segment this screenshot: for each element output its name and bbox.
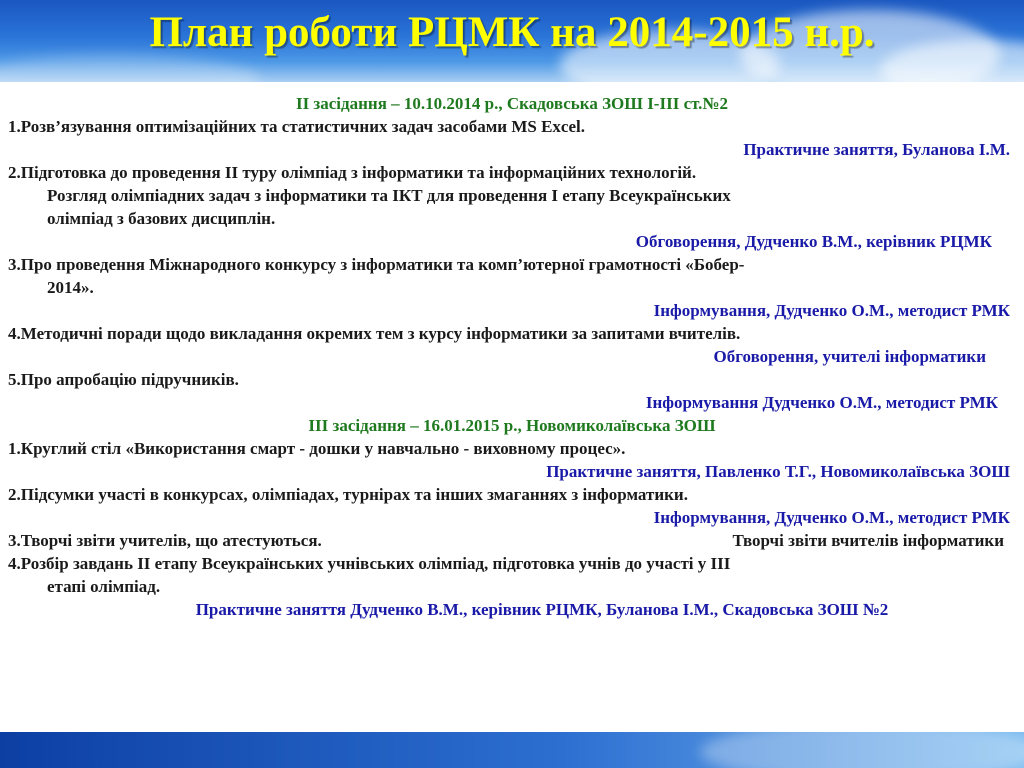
list-item-continuation: 2014».: [47, 278, 94, 297]
header-banner: [0, 0, 1024, 82]
speaker-line: Інформування, Дудченко О.М., методист РМК: [653, 508, 1010, 527]
list-item-text: 3.Творчі звіти учителів, що атестуються.: [8, 531, 322, 550]
list-item: 2.Підготовка до проведення ІІ туру олімпіад з інформатики та інформаційних технологій.: [8, 163, 697, 182]
speaker-line: Практичне заняття Дудченко В.М., керівник РЦМК, Буланова І.М., Скадовська ЗОШ №2: [195, 600, 889, 619]
session-heading: ІІІ засідання – 16.01.2015 р., Новомиколаївська ЗОШ: [308, 416, 716, 435]
session-heading: ІІ засідання – 10.10.2014 р., Скадовська ЗОШ І-ІІІ ст.№2: [295, 94, 729, 113]
list-item-continuation: Розгляд олімпіадних задач з інформатики та ІКТ для проведення І етапу Всеукраїнських: [47, 186, 731, 205]
speaker-line: Обговорення, Дудченко В.М., керівник РЦМК: [635, 232, 992, 251]
speaker-line: Обговорення, учителі інформатики: [713, 347, 986, 366]
list-item: 1.Розв’язування оптимізаційних та статистичних задач засобами MS Excel.: [8, 117, 585, 136]
list-item: 3.Про проведення Міжнародного конкурсу з інформатики та комп’ютерної грамотності «Бобер-: [8, 255, 745, 274]
list-item: 4.Розбір завдань ІІ етапу Всеукраїнських учнівських олімпіад, підготовка учнів до участі у ІІІ: [8, 554, 731, 573]
list-item-continuation: олімпіад з базових дисциплін.: [47, 209, 276, 228]
footer-banner: [0, 732, 1024, 768]
list-item: 2.Підсумки участі в конкурсах, олімпіадах, турнірах та інших змаганнях з інформатики.: [8, 485, 688, 504]
page-title: План роботи РЦМК на 2014-2015 н.р.: [149, 9, 875, 56]
list-item: 1.Круглий стіл «Використання смарт - дошки у навчально - виховному процес».: [8, 439, 626, 458]
list-item-continuation: етапі олімпіад.: [47, 577, 161, 596]
list-item: [0, 529, 1024, 552]
speaker-line: Творчі звіти вчителів інформатики: [732, 531, 1004, 550]
list-item: 5.Про апробацію підручників.: [8, 370, 239, 389]
speaker-line: Інформування Дудченко О.М., методист РМК: [645, 393, 998, 412]
speaker-line: Інформування, Дудченко О.М., методист РМК: [653, 301, 1010, 320]
list-item: 4.Методичні поради щодо викладання окремих тем з курсу інформатики за запитами вчителів.: [8, 324, 741, 343]
plan-content: [0, 92, 1024, 621]
speaker-line: Практичне заняття, Павленко Т.Г., Новомиколаївська ЗОШ: [546, 462, 1010, 481]
speaker-line: Практичне заняття, Буланова І.М.: [743, 140, 1010, 159]
